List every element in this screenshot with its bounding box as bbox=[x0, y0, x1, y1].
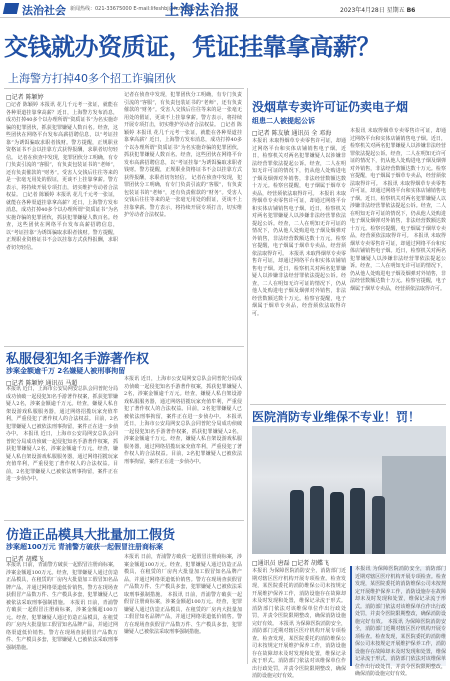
article2-headline: 私服侵犯知名手游著作权 bbox=[6, 352, 150, 367]
column-divider bbox=[247, 88, 248, 664]
article3-subheadline: 涉案超100万元 青浦警方破获一起假冒注册商标案 bbox=[6, 543, 164, 551]
lead-column-1: □记者 陈颖婷 本报讯 花几千元考一张证，就能在各种渠道挂靠拿高薪？近日，上海警方发布消息，成功打掉40多个以办理所谓“资质证书”为名实施诈骗的犯罪团伙，抓获犯罪嫌疑人数百名。经查，这些团伙在网络平台发布高薪招聘信息，以“考证挂靠”为诱饵骗取求职者钱财。警方提醒，正规职业资格证书不会以挂靠方式获得报酬，求职者切勿轻信。 记者在侦查中发现，犯罪团伙分工明确，有专门负责引流的“客服”，有负责包装证书的“老师”，还有负责催款的“财务”。受害人交钱后往往等来的是一张毫无用处的假证，更谈不上挂靠拿薪。警方表示，将持续开展专项打击，切实维护劳动者合法权益。 □记者 陈颖婷 本报讯 花几千元考一张证，就能在各种渠道挂靠拿高薪？近日，上海警方发布消息，成功打掉40多个以办理所谓“资质证书”为名实施诈骗的犯罪团伙，抓获犯罪嫌疑人数百名。经查，这些团伙在网络平台发布高薪招聘信息，以“考证挂靠”为诱饵骗取求职者钱财。警方提醒，正规职业资格证书不会以挂靠方式获得报酬，求职者切勿轻信。 bbox=[6, 102, 119, 251]
divider bbox=[250, 404, 446, 405]
lead-headline: 交钱就办资质证，凭证挂靠拿高薪？ bbox=[4, 33, 380, 61]
article2-byline: □记者 陈颖婷 通讯员 马超 bbox=[6, 380, 78, 387]
article3-column-1: 本报讯 日前，青浦警方破获一起假冒注册商标案，涉案金额超100万元。经查，犯罪嫌疑人通过仿造正品模具，在租赁的厂房内大批量加工假冒知名品牌产品，并通过网络渠道低价销售。警方在现场查获假冒产品数万件、生产模具多套，犯罪嫌疑人已被依法采取刑事强制措施。 本报讯 日前，青浦警方破获一起假冒注册商标案，涉案金额超100万元。经查，犯罪嫌疑人通过仿造正品模具，在租赁的厂房内大批量加工假冒知名品牌产品，并通过网络渠道低价销售。警方在现场查获假冒产品数万件、生产模具多套，犯罪嫌疑人已被依法采取刑事强制措施。 bbox=[6, 562, 118, 651]
article2-subheadline: 涉案金额逾千万 2名嫌疑人被刑事拘留 bbox=[6, 367, 126, 375]
article3-byline: □记者 胡蝶飞 bbox=[6, 556, 44, 563]
article4-column-1: 本报讯 未取得烟草专卖零售许可证，却通过网络平台和实体店铺销售电子烟。近日，检察机关对两名犯罪嫌疑人以涉嫌非法经营罪依法提起公诉。经查，二人在明知无许可证的情况下，仍从他人处购进电子烟及烟弹对外销售，非法经营数额达数十万元。检察官提醒，电子烟属于烟草专卖品，经营须依法取得许可。 本报讯 未取得烟草专卖零售许可证，却通过网络平台和实体店铺销售电子烟。近日，检察机关对两名犯罪嫌疑人以涉嫌非法经营罪依法提起公诉。经查，二人在明知无许可证的情况下，仍从他人处购进电子烟及烟弹对外销售，非法经营数额达数十万元。检察官提醒，电子烟属于烟草专卖品，经营须依法取得许可。 本报讯 未取得烟草专卖零售许可证，却通过网络平台和实体店铺销售电子烟。近日，检察机关对两名犯罪嫌疑人以涉嫌非法经营罪依法提起公诉。经查，二人在明知无许可证的情况下，仍从他人处购进电子烟及烟弹对外销售，非法经营数额达数十万元。检察官提醒，电子烟属于烟草专卖品，经营须依法取得许可。 bbox=[252, 138, 346, 317]
lead-column-2: 记者在侦查中发现，犯罪团伙分工明确，有专门负责引流的“客服”，有负责包装证书的“老师”，还有负责催款的“财务”。受害人交钱后往往等来的是一张毫无用处的假证，更谈不上挂靠拿薪。警方表示，将持续开展专项打击，切实维护劳动者合法权益。 □记者 陈颖婷 本报讯 花几千元考一张证，就能在各种渠道挂靠拿高薪？近日，上海警方发布消息，成功打掉40多个以办理所谓“资质证书”为名实施诈骗的犯罪团伙，抓获犯罪嫌疑人数百名。经查，这些团伙在网络平台发布高薪招聘信息，以“考证挂靠”为诱饵骗取求职者钱财。警方提醒，正规职业资格证书不会以挂靠方式获得报酬，求职者切勿轻信。 记者在侦查中发现，犯罪团伙分工明确，有专门负责引流的“客服”，有负责包装证书的“老师”，还有负责催款的“财务”。受害人交钱后往往等来的是一张毫无用处的假证，更谈不上挂靠拿薪。警方表示，将持续开展专项打击，切实维护劳动者合法权益。 bbox=[124, 92, 242, 218]
news-photo bbox=[252, 426, 446, 554]
section-name: 法治社会 bbox=[22, 4, 66, 17]
article2-column-1: 本报讯 近日，上海市公安局网安总队会同普陀分局成功侦破一起侵犯知名手游著作权案，抓获犯罪嫌疑人2名，涉案金额逾千万元。经查，嫌疑人私自架设游戏私服服务器，通过网络招揽玩家充值牟利，严重侵犯了著作权人的合法权益。目前，2名犯罪嫌疑人已被依法刑事拘留，案件正在进一步侦办中。 本报讯 近日，上海市公安局网安总队会同普陀分局成功侦破一起侵犯知名手游著作权案，抓获犯罪嫌疑人2名，涉案金额逾千万元。经查，嫌疑人私自架设游戏私服服务器，通过网络招揽玩家充值牟利，严重侵犯了著作权人的合法权益。目前，2名犯罪嫌疑人已被依法刑事拘留，案件正在进一步侦办中。 bbox=[6, 386, 118, 482]
article5-column-1: 本报讯 为保障医院消防安全，消防部门近期对辖区医疗机构开展专项检查。检查发现，某医院委托的消防维保公司未按规定开展维护保养工作，消防设施存在故障却未及时发现和处置，维保记录流于形式。消防部门依法对该维保单位作出行政处罚，并责令医院限期整改，确保消防设施完好有效。 本报讯 为保障医院消防安全，消防部门近期对辖区医疗机构开展专项检查。检查发现，某医院委托的消防维保公司未按规定开展维护保养工作，消防设施存在故障却未及时发现和处置，维保记录流于形式。消防部门依法对该维保单位作出行政处罚，并责令医院限期整改，确保消防设施完好有效。 bbox=[252, 568, 346, 679]
section-logo-icon bbox=[3, 3, 19, 14]
article4-subheadline: 组患二人被提起公诉 bbox=[252, 117, 315, 125]
article4-column-2: 本报讯 未取得烟草专卖零售许可证，却通过网络平台和实体店铺销售电子烟。近日，检察机关对两名犯罪嫌疑人以涉嫌非法经营罪依法提起公诉。经查，二人在明知无许可证的情况下，仍从他人处购进电子烟及烟弹对外销售，非法经营数额达数十万元。检察官提醒，电子烟属于烟草专卖品，经营须依法取得许可。 本报讯 未取得烟草专卖零售许可证，却通过网络平台和实体店铺销售电子烟。近日，检察机关对两名犯罪嫌疑人以涉嫌非法经营罪依法提起公诉。经查，二人在明知无许可证的情况下，仍从他人处购进电子烟及烟弹对外销售，非法经营数额达数十万元。检察官提醒，电子烟属于烟草专卖品，经营须依法取得许可。 本报讯 未取得烟草专卖零售许可证，却通过网络平台和实体店铺销售电子烟。近日，检察机关对两名犯罪嫌疑人以涉嫌非法经营罪依法提起公诉。经查，二人在明知无许可证的情况下，仍从他人处购进电子烟及烟弹对外销售，非法经营数额达数十万元。检察官提醒，电子烟属于烟草专卖品，经营须依法取得许可。 bbox=[350, 128, 447, 292]
section-contact: 新闻热线：021-33675000 E-mail:lifeshbj@fzzwb.com bbox=[70, 6, 201, 12]
divider bbox=[4, 346, 244, 347]
article5-byline: □通讯员 唐磊 □记者 胡蝶飞 bbox=[252, 560, 330, 567]
article3-column-2: 本报讯 日前，青浦警方破获一起假冒注册商标案，涉案金额超100万元。经查，犯罪嫌疑人通过仿造正品模具，在租赁的厂房内大批量加工假冒知名品牌产品，并通过网络渠道低价销售。警方在现场查获假冒产品数万件、生产模具多套，犯罪嫌疑人已被依法采取刑事强制措施。 本报讯 日前，青浦警方破获一起假冒注册商标案，涉案金额超100万元。经查，犯罪嫌疑人通过仿造正品模具，在租赁的厂房内大批量加工假冒知名品牌产品，并通过网络渠道低价销售。警方在现场查获假冒产品数万件、生产模具多套，犯罪嫌疑人已被依法采取刑事强制措施。 bbox=[124, 554, 242, 635]
article4-headline: 没烟草专卖许可证仍卖电子烟 bbox=[252, 100, 409, 114]
divider bbox=[4, 520, 244, 521]
article5-headline: 医院消防专业维保不专业！罚！ bbox=[252, 410, 421, 424]
lead-byline: □记者 陈颖婷 bbox=[6, 94, 44, 101]
issue-date: 2023年4月28日 星期五 B6 bbox=[340, 7, 416, 14]
article5-sidebar-box: 本报讯 为保障医院消防安全，消防部门近期对辖区医疗机构开展专项检查。检查发现，某医院委托的消防维保公司未按规定开展维护保养工作，消防设施存在故障却未及时发现和处置，维保记录流于形式。消防部门依法对该维保单位作出行政处罚，并责令医院限期整改，确保消防设施完好有效。 本报讯 为保障医院消防安全，消防部门近期对辖区医疗机构开展专项检查。检查发现，某医院委托的消防维保公司未按规定开展维护保养工作，消防设施存在故障却未及时发现和处置，维保记录流于形式。消防部门依法对该维保单位作出行政处罚，并责令医院限期整改，确保消防设施完好有效。 bbox=[350, 566, 446, 666]
masthead bbox=[0, 0, 450, 18]
divider bbox=[4, 88, 244, 89]
article4-byline: □记者 陈友敏 通讯员 全 邓海 bbox=[252, 130, 332, 137]
newspaper-logo: 上海法治报 bbox=[165, 3, 240, 19]
article3-headline: 仿造正品模具大批量加工假货 bbox=[6, 528, 176, 543]
article2-column-2: 本报讯 近日，上海市公安局网安总队会同普陀分局成功侦破一起侵犯知名手游著作权案，抓获犯罪嫌疑人2名，涉案金额逾千万元。经查，嫌疑人私自架设游戏私服服务器，通过网络招揽玩家充值牟利，严重侵犯了著作权人的合法权益。目前，2名犯罪嫌疑人已被依法刑事拘留，案件正在进一步侦办中。 本报讯 近日，上海市公安局网安总队会同普陀分局成功侦破一起侵犯知名手游著作权案，抓获犯罪嫌疑人2名，涉案金额逾千万元。经查，嫌疑人私自架设游戏私服服务器，通过网络招揽玩家充值牟利，严重侵犯了著作权人的合法权益。目前，2名犯罪嫌疑人已被依法刑事拘留，案件正在进一步侦办中。 bbox=[124, 376, 242, 465]
lead-subheadline: 上海警方打掉40多个招工诈骗团伙 bbox=[8, 72, 176, 85]
